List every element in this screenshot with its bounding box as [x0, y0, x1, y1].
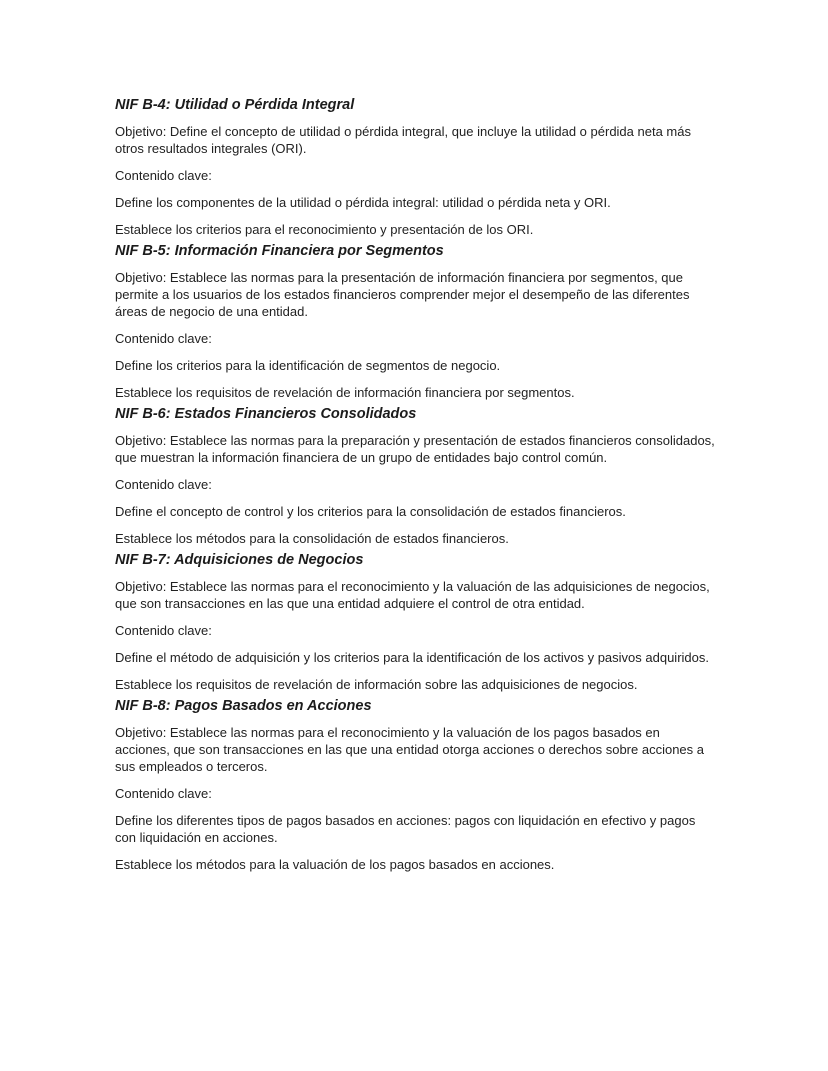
section-title: NIF B-6: Estados Financieros Consolidados — [115, 406, 417, 422]
section-objective: Objetivo: Establece las normas para la presentación de información financiera por segmentos, que permite a los usuarios de los estados financieros comprender mejor el desempeño de las diferentes áreas de negocio de una entidad. — [115, 270, 690, 319]
section-objective: Objetivo: Establece las normas para la preparación y presentación de estados financieros consolidados, que muestran la información financiera de un grupo de entidades bajo control común. — [115, 433, 715, 465]
key-content-label: Contenido clave: — [115, 168, 212, 183]
section-nif-b5 — [115, 242, 718, 401]
key-content-item: Define los componentes de la utilidad o pérdida integral: utilidad o pérdida neta y ORI. — [115, 195, 611, 210]
section-nif-b6 — [115, 405, 718, 547]
key-content-item: Establece los requisitos de revelación de información financiera por segmentos. — [115, 385, 575, 400]
section-title: NIF B-8: Pagos Basados en Acciones — [115, 698, 372, 714]
key-content-item: Establece los métodos para la consolidación de estados financieros. — [115, 531, 509, 546]
key-content-label: Contenido clave: — [115, 331, 212, 346]
section-title: NIF B-5: Información Financiera por Segmentos — [115, 243, 444, 259]
section-title: NIF B-4: Utilidad o Pérdida Integral — [115, 97, 355, 113]
section-nif-b8 — [115, 697, 718, 873]
key-content-label: Contenido clave: — [115, 623, 212, 638]
key-content-item: Establece los criterios para el reconocimiento y presentación de los ORI. — [115, 222, 534, 237]
key-content-item: Define el método de adquisición y los criterios para la identificación de los activos y pasivos adquiridos. — [115, 650, 709, 665]
key-content-item: Define el concepto de control y los criterios para la consolidación de estados financieros. — [115, 504, 626, 519]
section-title: NIF B-7: Adquisiciones de Negocios — [115, 552, 364, 568]
key-content-item: Define los diferentes tipos de pagos basados en acciones: pagos con liquidación en efectivo y pagos con liquidación en acciones. — [115, 813, 696, 845]
section-nif-b7 — [115, 551, 718, 693]
key-content-item: Establece los requisitos de revelación de información sobre las adquisiciones de negocios. — [115, 677, 638, 692]
section-objective: Objetivo: Define el concepto de utilidad o pérdida integral, que incluye la utilidad o pérdida neta más otros resultados integrales (ORI). — [115, 124, 691, 156]
key-content-item: Define los criterios para la identificación de segmentos de negocio. — [115, 358, 501, 373]
key-content-label: Contenido clave: — [115, 477, 212, 492]
key-content-label: Contenido clave: — [115, 786, 212, 801]
section-objective: Objetivo: Establece las normas para el reconocimiento y la valuación de los pagos basados en acciones, que son transacciones en las que una entidad otorga acciones o derechos sobre acciones a sus empleados o terceros. — [115, 725, 704, 774]
key-content-item: Establece los métodos para la valuación de los pagos basados en acciones. — [115, 857, 555, 872]
section-objective: Objetivo: Establece las normas para el reconocimiento y la valuación de las adquisiciones de negocios, que son transacciones en las que una entidad adquiere el control de otra entidad. — [115, 579, 710, 611]
section-nif-b4 — [115, 96, 718, 238]
